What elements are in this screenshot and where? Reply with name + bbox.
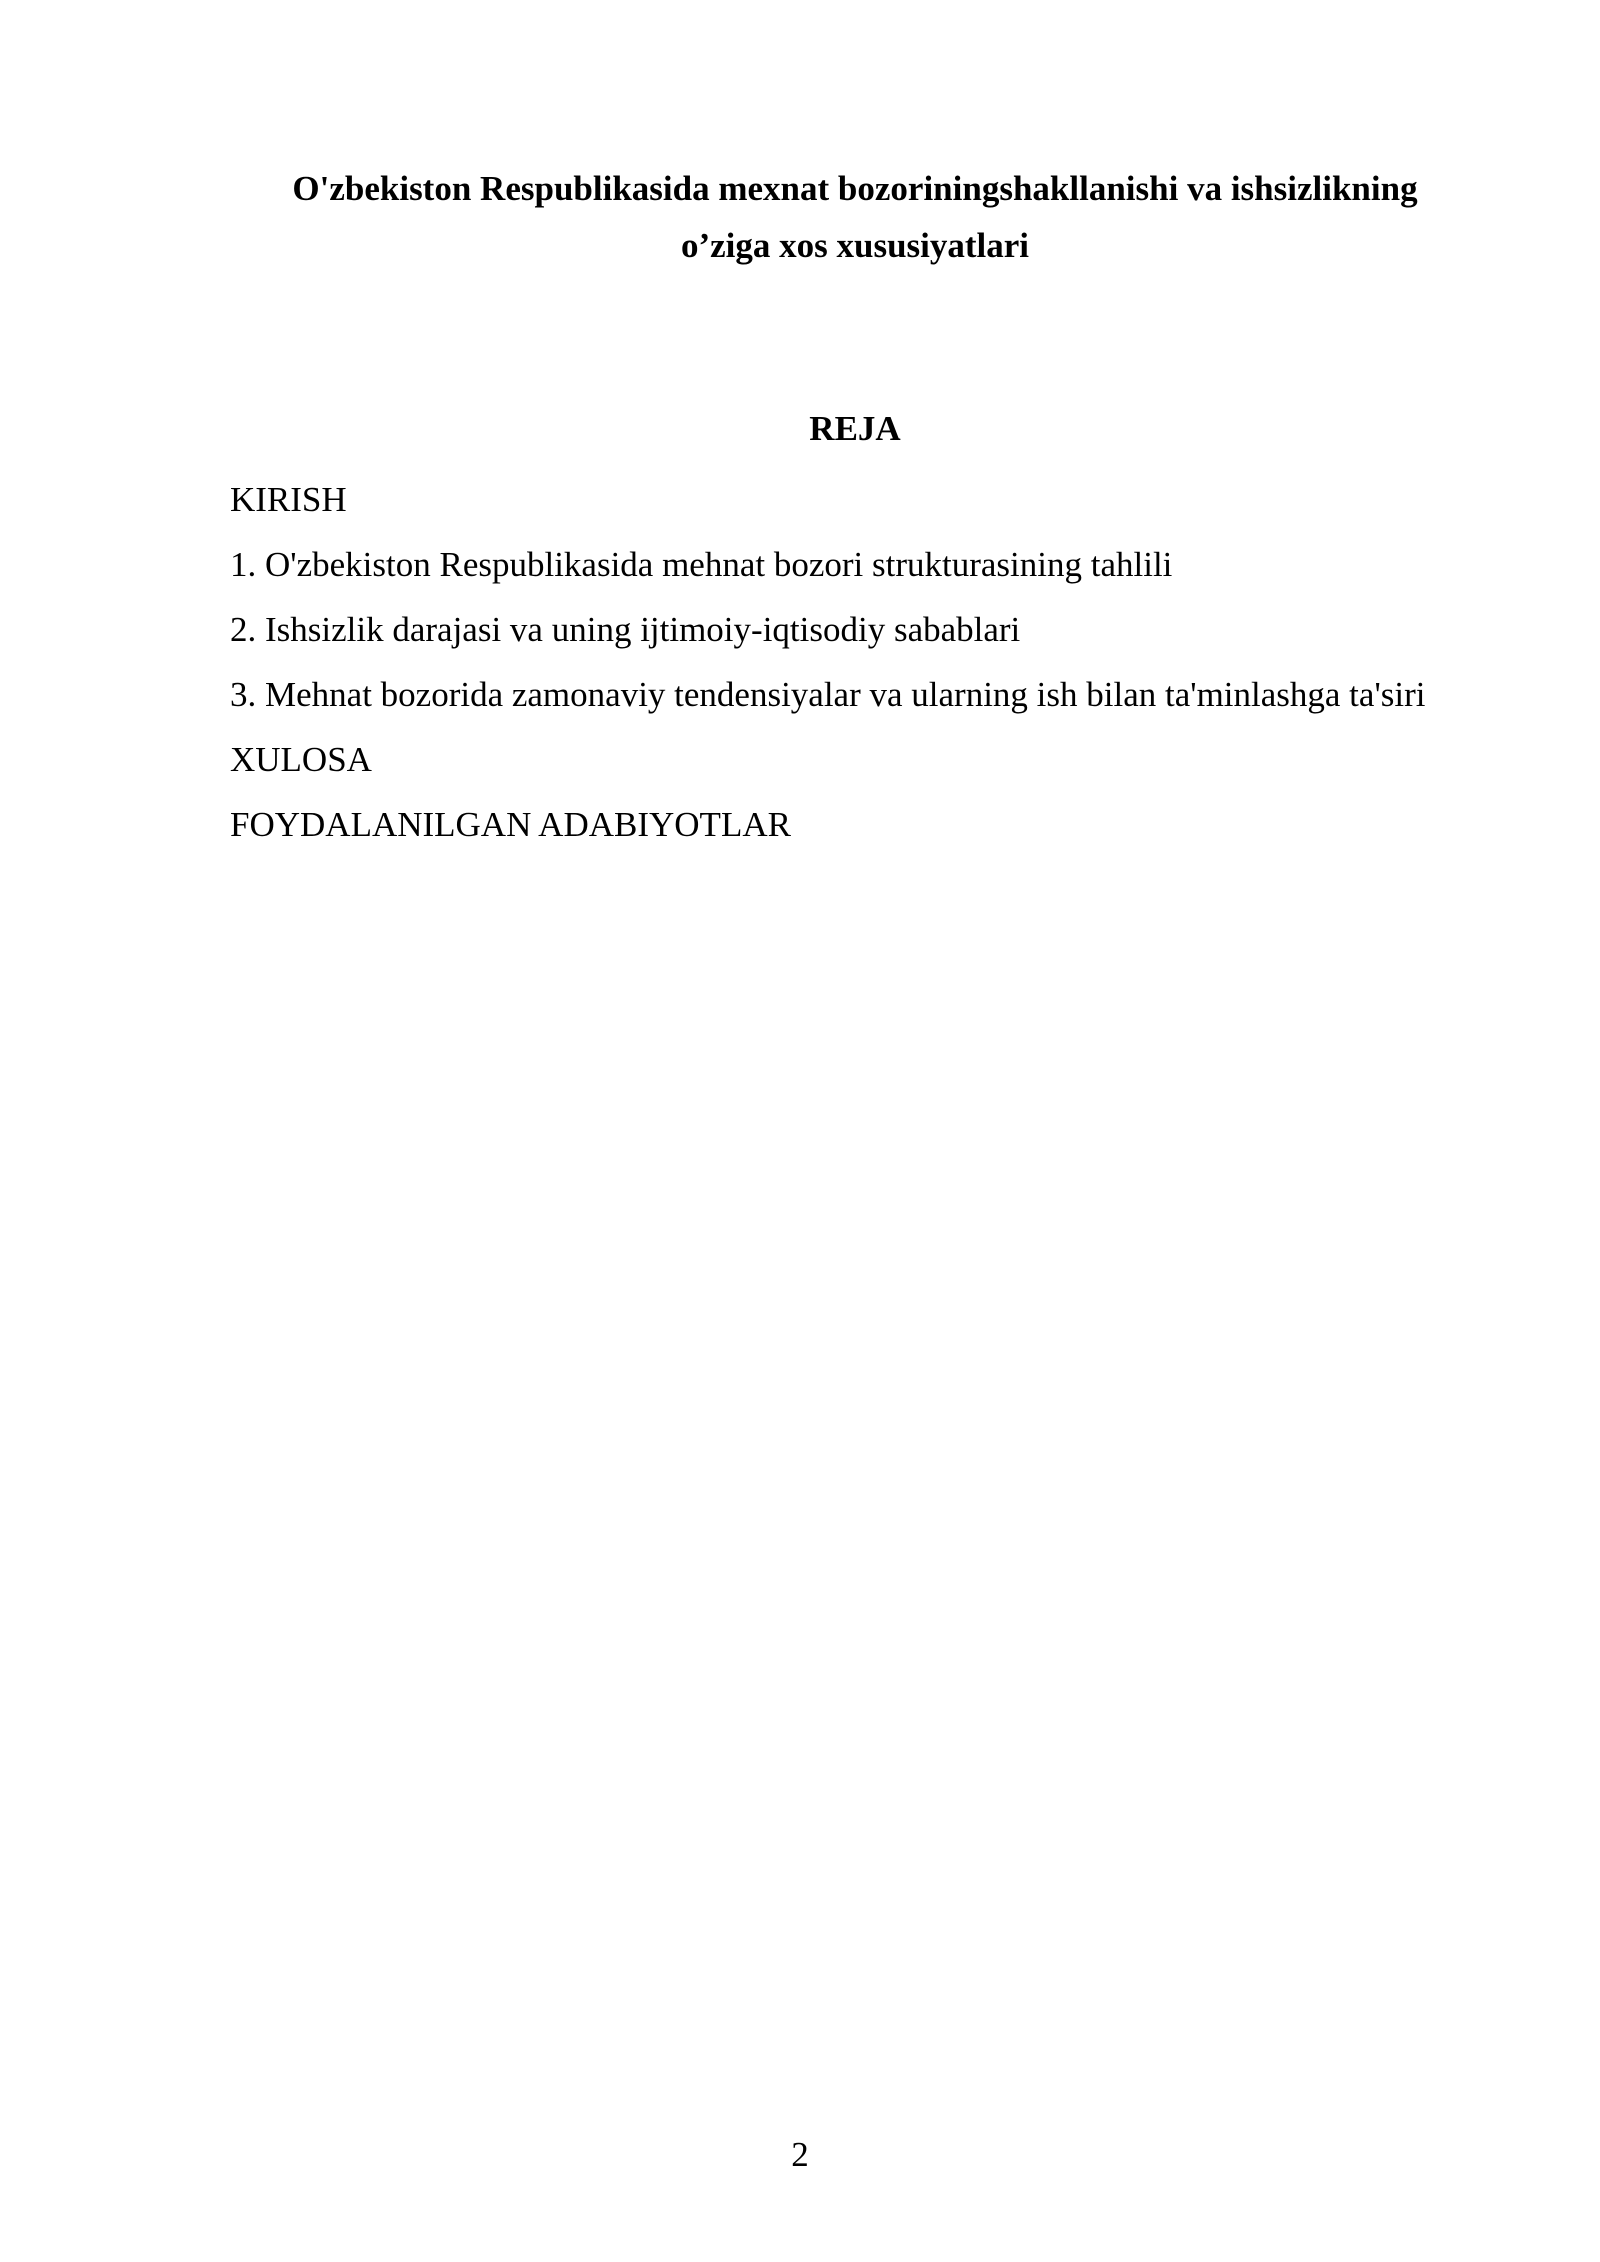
plan-item-references: FOYDALANILGAN ADABIYOTLAR — [230, 805, 791, 844]
document-title — [230, 160, 1480, 274]
page-number: 2 — [791, 2135, 809, 2174]
document-title-line-2: o’ziga xos xususiyatlari — [680, 226, 1030, 265]
plan-item-1: 1. O'zbekiston Respublikasida mehnat bozori strukturasining tahlili — [230, 545, 1173, 584]
plan-item-3: 3. Mehnat bozorida zamonaviy tendensiyalar va ularning ish bilan ta'minlashga ta'siri — [230, 675, 1426, 714]
plan-item-conclusion: XULOSA — [230, 740, 372, 779]
plan-list — [230, 472, 1485, 862]
plan-item-2: 2. Ishsizlik darajasi va uning ijtimoiy-iqtisodiy sabablari — [230, 610, 1021, 649]
plan-heading: REJA — [809, 409, 901, 448]
plan-item-introduction: KIRISH — [230, 480, 347, 519]
document-title-line-1: O'zbekiston Respublikasida mexnat bozoriningshakllanishi va ishsizlikning — [292, 169, 1418, 208]
